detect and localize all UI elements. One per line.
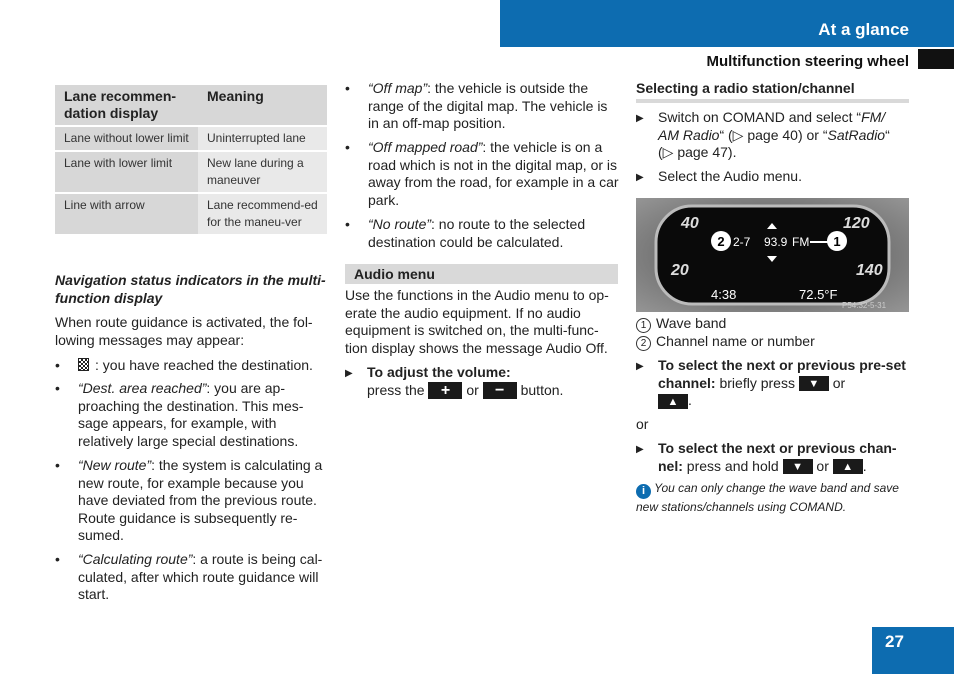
list-item: • “No route”: no route to the selected destination could be calculated. [345, 216, 586, 250]
frequency-readout: 93.9 [764, 235, 788, 249]
step-text: Switch on COMAND and select “ [658, 109, 862, 125]
legend-num: 1 [636, 318, 651, 333]
step-label: To adjust the volume: [367, 364, 511, 380]
list-item-term: “No route” [368, 216, 432, 232]
down-button-icon: ▼ [783, 459, 813, 474]
legend-num: 2 [636, 336, 651, 351]
step-arrow-icon: ▶ [636, 361, 644, 372]
lane-table-header-meaning: Meaning [198, 85, 327, 126]
callout-1-label: 1 [833, 234, 841, 249]
list-item-text: : you are ap-proaching the destination. This mes-sage appears, for example, with relatively large special destinations. [78, 380, 304, 449]
checkered-flag-icon [78, 358, 89, 371]
info-note-text: You can only change the wave band and save new stations/channels using COMAND. [636, 481, 899, 514]
step-text: button. [520, 381, 564, 398]
step-arrow-icon: ▶ [636, 113, 644, 124]
list-item-term: “Dest. area reached” [78, 380, 207, 396]
step-label: To select the next or previous chan-nel: [658, 440, 897, 474]
radio-step-2 [636, 168, 909, 186]
step-term: SatRadio [827, 126, 886, 143]
list-item-text: : the system is calculating a new route, for example because you have deviated from the previous route. Route guidance is subsequently re-sumed. [78, 457, 323, 543]
channel-step: ▶ To select the next or previous chan-nel: press and hold ▼ or ▲ . [636, 440, 897, 474]
up-button-icon: ▲ [658, 394, 688, 409]
list-item: • “Dest. area reached”: you are ap-proaching the destination. This mes-sage appears, for example, with relatively large special destinations. [55, 380, 304, 449]
step-text: press the [367, 381, 425, 398]
step-label: To select the next or previous pre-set channel: [658, 357, 906, 391]
list-item-text: : the vehicle is on a road which is not in the digital map, or is away from the road, for example in a car park. [368, 139, 619, 208]
list-item: • “Off map”: the vehicle is outside the range of the digital map. The vehicle is in an off-map position. [345, 80, 608, 131]
section-title: At a glance [818, 20, 909, 39]
audio-menu-intro: Use the functions in the Audio menu to op-erate the audio equipment. If no audio equipment is switched on, the multi-func-tion display shows the message Audio Off. [345, 287, 609, 356]
speed-20-label: 20 [671, 262, 689, 279]
step-text: briefly press [719, 374, 795, 391]
legend-label: Wave band [656, 315, 727, 331]
list-item-term: “New route” [78, 457, 152, 473]
table-row [55, 193, 327, 234]
nav-status-intro: When route guidance is activated, the fol-lowing messages may appear: [55, 314, 313, 348]
step-arrow-icon: ▶ [345, 368, 353, 379]
list-item: • : you have reached the destination. [55, 357, 313, 373]
step-text: or [832, 374, 846, 391]
page-number: 27 [885, 632, 904, 651]
down-button-icon: ▼ [799, 376, 829, 391]
preset-step: ▶ To select the next or previous pre-set channel: briefly press ▼ or ▲ . [636, 357, 906, 408]
info-icon: i [636, 484, 651, 499]
time-readout: 4:38 [711, 287, 737, 302]
list-item-text: : you have reached the destination. [95, 357, 313, 373]
callout-2-label: 2 [717, 234, 725, 249]
or-text: or [636, 416, 649, 432]
legend-label: Channel name or number [656, 333, 815, 349]
speed-140-label: 140 [856, 262, 883, 279]
table-cell: Uninterrupted lane [198, 126, 327, 151]
image-code: P54.32-5-31 [842, 301, 887, 310]
lane-table-header-display: Lane recommen- dation display [55, 85, 198, 126]
table-cell: Line with arrow [55, 193, 198, 234]
step-text: Select the Audio menu. [658, 168, 802, 184]
step-text: press and hold [686, 457, 779, 474]
temperature-readout: 72.5°F [799, 287, 838, 302]
list-item-term: “Off mapped road” [368, 139, 483, 155]
list-item: • “Calculating route”: a route is being cal-culated, after which route guidance will start. [55, 551, 323, 602]
table-cell: New lane during a maneuver [198, 151, 327, 193]
step-text: or [466, 381, 479, 398]
legend-item [636, 333, 815, 351]
section-tab [918, 49, 954, 69]
instrument-cluster-display [636, 198, 909, 312]
legend-item [636, 315, 726, 333]
list-item-text: : a route is being cal-culated, after which route guidance will start. [78, 551, 323, 602]
page-subtitle: Multifunction steering wheel [706, 53, 909, 70]
speed-120-label: 120 [843, 215, 870, 232]
radio-heading: Selecting a radio station/channel [636, 80, 855, 96]
list-item: • “Off mapped road”: the vehicle is on a road which is not in the digital map, or is away from the road, for example in a car park. [345, 139, 619, 208]
step-text: “ (▷ page 47). [658, 126, 890, 160]
step-text: “ (▷ page 40) or “ [719, 126, 828, 143]
step-text: or [816, 457, 829, 474]
band-readout: FM [792, 235, 810, 249]
minus-button-icon: − [483, 382, 517, 399]
table-cell: Lane without lower limit [55, 126, 198, 151]
step-arrow-icon: ▶ [636, 172, 644, 183]
channel-prefix: 2-7 [733, 235, 751, 249]
list-item-text: : the vehicle is outside the range of the digital map. The vehicle is in an off-map position. [368, 80, 608, 131]
divider [636, 99, 909, 103]
table-row [55, 126, 327, 151]
step-arrow-icon: ▶ [636, 444, 644, 455]
step-term: FM/ AM Radio [658, 109, 886, 143]
lane-table [55, 85, 327, 234]
radio-step-1 [636, 109, 909, 162]
audio-menu-heading: Audio menu [345, 264, 618, 284]
list-item-term: “Off map” [368, 80, 428, 96]
nav-status-heading: Navigation status indicators in the multi-function display [55, 272, 326, 306]
volume-step [345, 364, 621, 399]
table-row [55, 151, 327, 193]
list-item-text: : no route to the selected destination could be calculated. [368, 216, 586, 250]
table-cell: Lane with lower limit [55, 151, 198, 193]
table-cell: Lane recommend-ed for the maneu-ver [198, 193, 327, 234]
up-button-icon: ▲ [833, 459, 863, 474]
list-item-term: “Calculating route” [78, 551, 193, 567]
list-item: • “New route”: the system is calculating a new route, for example because you have deviated from the previous route. Route guidance is subsequently re-sumed. [55, 457, 323, 543]
info-note [636, 480, 909, 516]
plus-button-icon: + [428, 382, 462, 399]
speed-40-label: 40 [681, 215, 699, 232]
